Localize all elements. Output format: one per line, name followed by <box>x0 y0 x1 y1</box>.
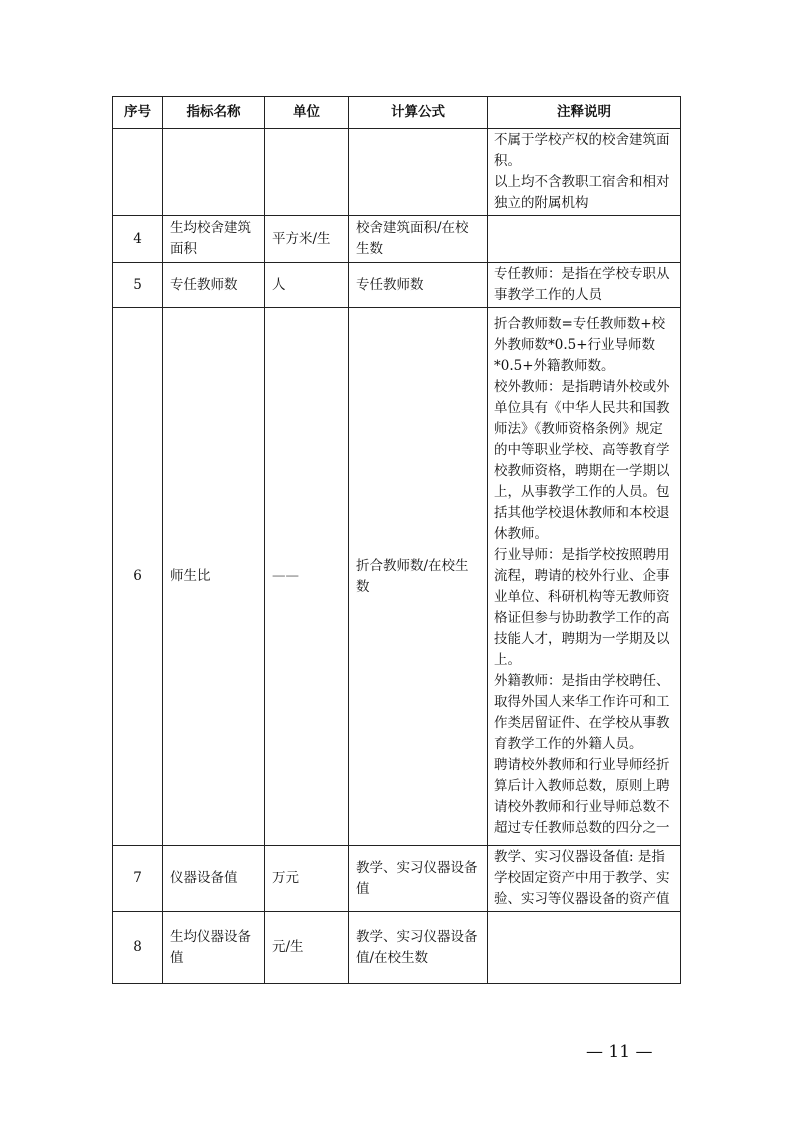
page-number: — 11 — <box>586 1042 653 1062</box>
table-row <box>113 216 681 263</box>
formula: 专任教师数 <box>349 263 488 308</box>
formula: 教学、实习仪器设备值 <box>349 846 488 912</box>
header-formula: 计算公式 <box>349 97 488 129</box>
note-paragraph: 教学、实习仪器设备值: 是指学校固定资产中用于教学、实验、实习等仪器设备的资产值 <box>494 849 670 907</box>
row-number: 5 <box>113 263 163 308</box>
formula: 校舍建筑面积/在校生数 <box>349 216 488 263</box>
table-row <box>113 912 681 984</box>
row-number: 7 <box>113 846 163 912</box>
note-paragraph: 外籍教师：是指由学校聘任、取得外国人来华工作许可和工作类居留证件、在学校从事教育教学工作的外籍人员。 <box>494 673 670 752</box>
notes-cell <box>488 846 681 912</box>
note-paragraph: 不属于学校产权的校舍建筑面积。 <box>494 132 670 169</box>
unit: 平方米/生 <box>265 216 349 263</box>
notes-cell <box>488 308 681 846</box>
table-header-row <box>113 97 681 129</box>
row-number: 4 <box>113 216 163 263</box>
row-number: 6 <box>113 308 163 846</box>
indicator-table <box>112 96 681 984</box>
formula: 折合教师数/在校生数 <box>349 308 488 846</box>
unit <box>265 129 349 216</box>
indicator-name: 师生比 <box>163 308 265 846</box>
formula: 教学、实习仪器设备值/在校生数 <box>349 912 488 984</box>
indicator-name: 专任教师数 <box>163 263 265 308</box>
indicator-name: 仪器设备值 <box>163 846 265 912</box>
table-row <box>113 308 681 846</box>
unit: —— <box>265 308 349 846</box>
unit: 人 <box>265 263 349 308</box>
indicator-name: 生均仪器设备值 <box>163 912 265 984</box>
notes-cell <box>488 912 681 984</box>
note-paragraph: 聘请校外教师和行业导师经折算后计入教师总数，原则上聘请校外教师和行业导师总数不超过专任教师总数的四分之一 <box>494 757 670 836</box>
indicator-name <box>163 129 265 216</box>
header-name: 指标名称 <box>163 97 265 129</box>
formula <box>349 129 488 216</box>
notes-cell <box>488 263 681 308</box>
table-row <box>113 129 681 216</box>
row-number <box>113 129 163 216</box>
table-row <box>113 263 681 308</box>
table-row <box>113 846 681 912</box>
indicator-name: 生均校舍建筑面积 <box>163 216 265 263</box>
note-paragraph: 以上均不含教职工宿舍和相对独立的附属机构 <box>494 174 670 211</box>
note-paragraph: 专任教师：是指在学校专职从事教学工作的人员 <box>494 266 670 303</box>
unit: 万元 <box>265 846 349 912</box>
notes-cell <box>488 216 681 263</box>
notes-cell <box>488 129 681 216</box>
header-no: 序号 <box>113 97 163 129</box>
note-paragraph: 行业导师：是指学校按照聘用流程，聘请的校外行业、企事业单位、科研机构等无教师资格证但参与协助教学工作的高技能人才，聘期为一学期及以上。 <box>494 547 670 668</box>
header-unit: 单位 <box>265 97 349 129</box>
note-paragraph: 校外教师：是指聘请外校或外单位具有《中华人民共和国教师法》《教师资格条例》规定的中等职业学校、高等教育学校教师资格，聘期在一学期以上，从事教学工作的人员。包括其他学校退休教师和本校退休教师。 <box>494 379 670 542</box>
note-paragraph: 折合教师数=专任教师数+校外教师数*0.5+行业导师数*0.5+外籍教师数。 <box>494 316 666 374</box>
unit: 元/生 <box>265 912 349 984</box>
header-notes: 注释说明 <box>488 97 681 129</box>
row-number: 8 <box>113 912 163 984</box>
